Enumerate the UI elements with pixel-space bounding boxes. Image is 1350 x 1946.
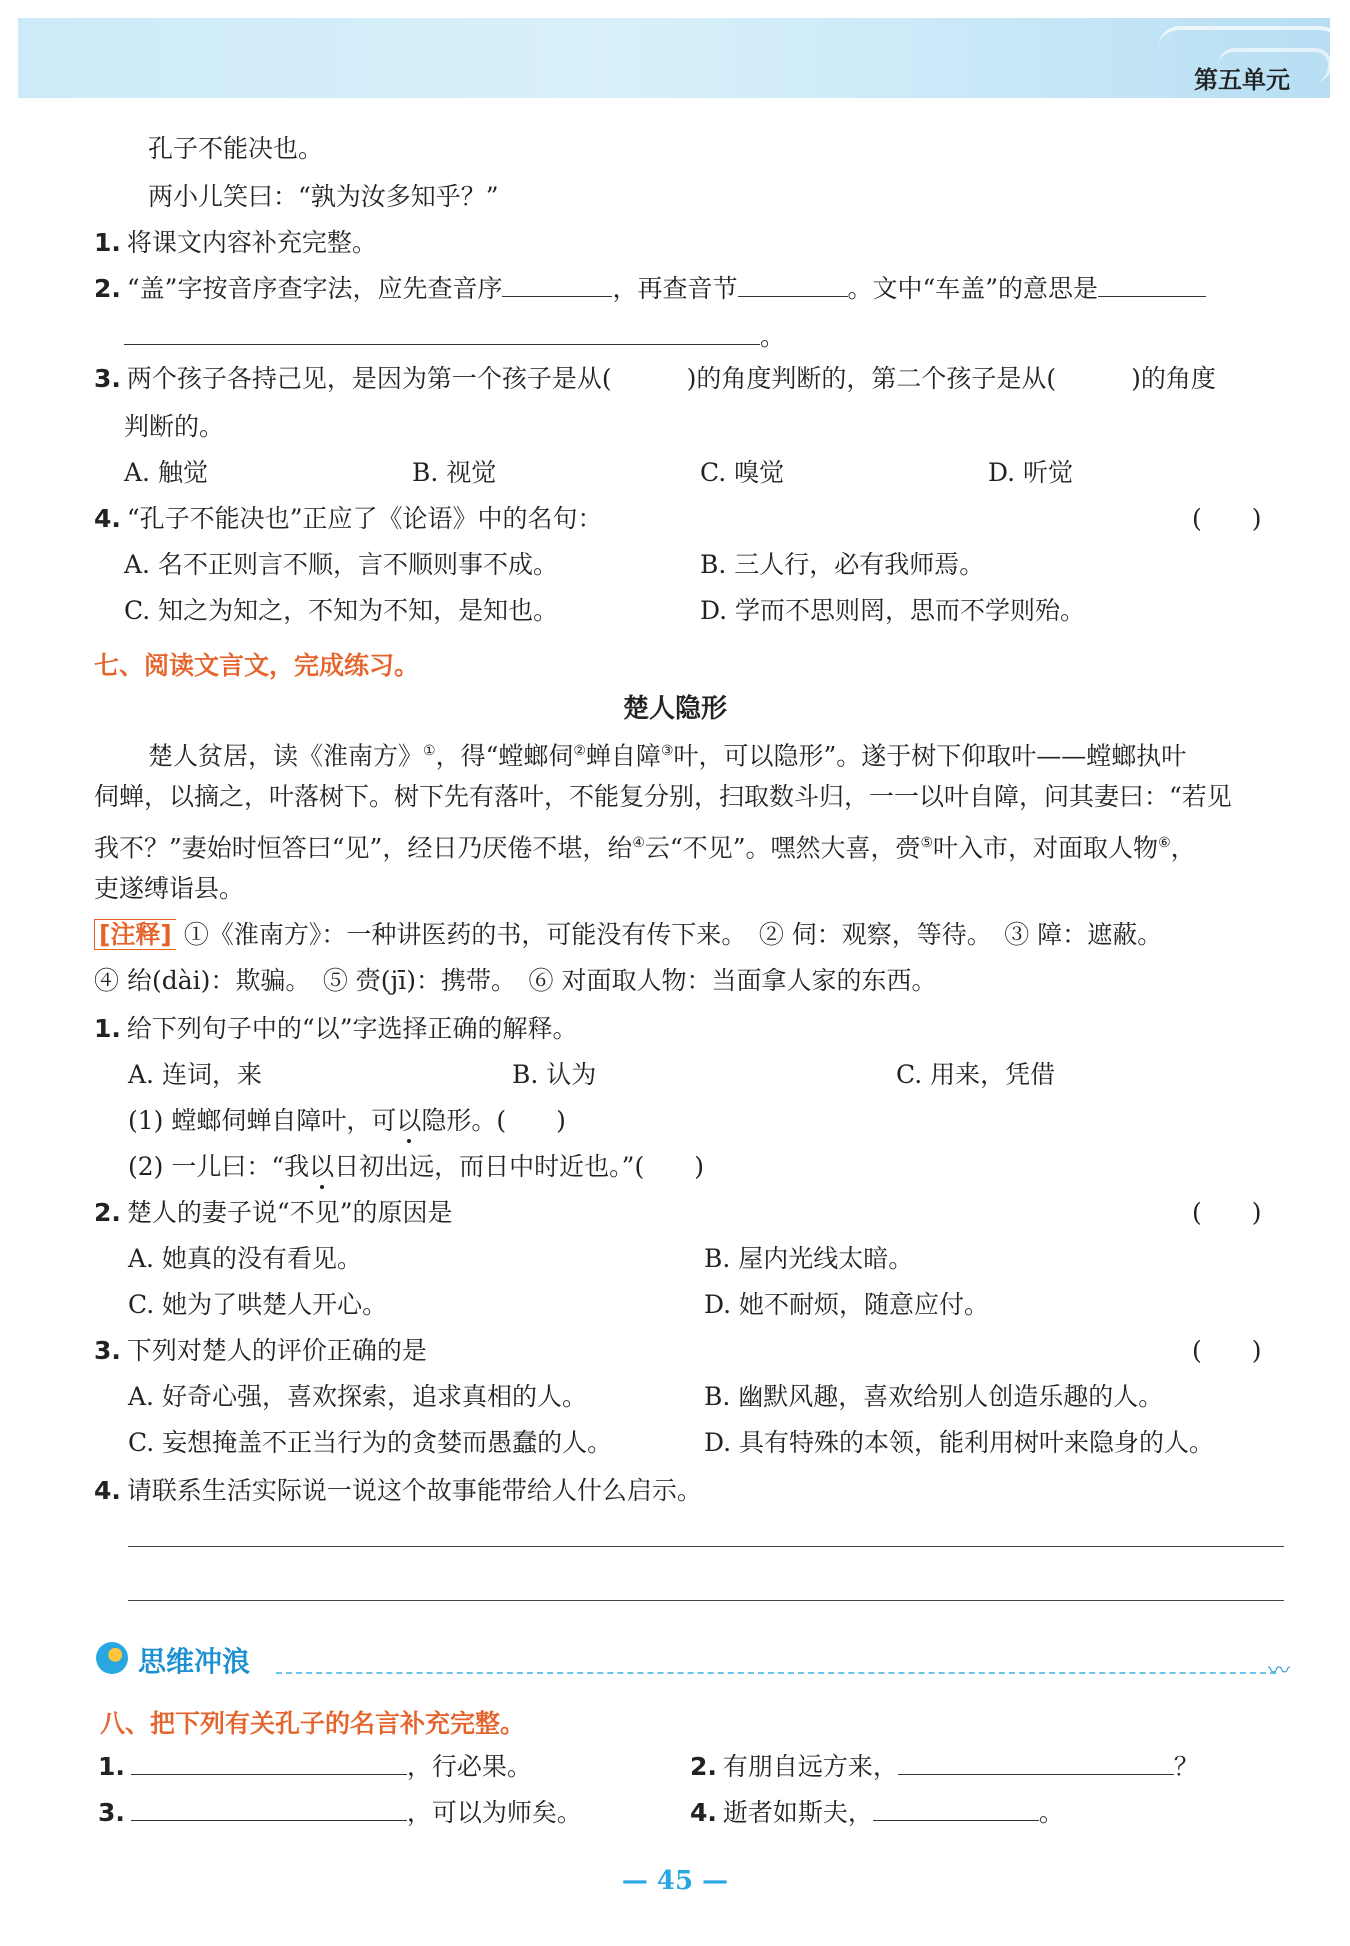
- option[interactable]: A. 好奇心强，喜欢探索，追求真相的人。: [128, 1382, 587, 1411]
- unit-label: 第五单元: [1194, 66, 1290, 94]
- story-line: 吏遂缚诣县。: [94, 874, 245, 903]
- passage-line: 两小儿笑曰：“孰为汝多知乎？”: [148, 182, 499, 211]
- question-3-cont: 判断的。: [124, 412, 225, 441]
- divider: [276, 1672, 1276, 1674]
- answer-parens[interactable]: ( ): [1192, 504, 1262, 533]
- passage-line: 孔子不能决也。: [148, 134, 324, 163]
- page-number: — 45 —: [621, 1866, 729, 1896]
- question-4: 4. 请联系生活实际说一说这个故事能带给人什么启示。: [94, 1476, 702, 1505]
- answer-blank[interactable]: [131, 1796, 407, 1821]
- question-1: 1. 将课文内容补充完整。: [94, 228, 377, 257]
- emphasis-char: 以: [396, 1106, 422, 1135]
- option[interactable]: C. 知之为知之，不知为不知，是知也。: [124, 596, 559, 625]
- option[interactable]: B. 三人行，必有我师焉。: [700, 550, 985, 579]
- option[interactable]: D. 具有特殊的本领，能利用树叶来隐身的人。: [704, 1428, 1215, 1457]
- question-3: 3. 两个孩子各持己见，是因为第一个孩子是从( )的角度判断的，第二个孩子是从( )的角度: [94, 364, 1216, 393]
- sub-question: (2) 一儿曰：“我以日初出远，而日中时近也。”( ): [128, 1152, 704, 1181]
- answer-parens[interactable]: ( ): [1192, 1336, 1262, 1365]
- option[interactable]: D. 她不耐烦，随意应付。: [704, 1290, 990, 1319]
- answer-blank[interactable]: [873, 1796, 1039, 1821]
- story-title: 楚人隐形: [622, 694, 727, 724]
- option[interactable]: B. 幽默风趣，喜欢给别人创造乐趣的人。: [704, 1382, 1164, 1411]
- question-1: 1. 给下列句子中的“以”字选择正确的解释。: [94, 1014, 578, 1043]
- option[interactable]: B. 认为: [512, 1060, 597, 1089]
- option[interactable]: D. 学而不思则罔，思而不学则殆。: [700, 596, 1086, 625]
- question-2: 2. “盖”字按音序查字法，应先查音序 ，再查音节 。文中“车盖”的意思是: [94, 272, 1206, 306]
- option[interactable]: A. 连词，来: [128, 1060, 262, 1089]
- answer-blank[interactable]: [898, 1750, 1174, 1775]
- answer-blank[interactable]: [738, 272, 848, 297]
- question-4: 4. “孔子不能决也”正应了《论语》中的名句：: [94, 504, 603, 533]
- notes-line: ④ 绐(dài)：欺骗。 ⑤ 赍(jī)：携带。 ⑥ 对面取人物：当面拿人家的东西。: [94, 966, 937, 995]
- option[interactable]: B. 屋内光线太暗。: [704, 1244, 914, 1273]
- option[interactable]: C. 嗅觉: [700, 458, 785, 487]
- notes-tag: [注释]: [94, 919, 176, 950]
- answer-blank[interactable]: [502, 272, 612, 297]
- thinking-bar: [96, 1640, 1291, 1684]
- option[interactable]: C. 她为了哄楚人开心。: [128, 1290, 388, 1319]
- story-line: 我不？”妻始时恒答曰“见”，经日乃厌倦不堪，绐④云“不见”。嘿然大喜，赍⑤叶入市，对面取人物⑥，: [94, 833, 1196, 863]
- answer-parens[interactable]: ( ): [1192, 1198, 1262, 1227]
- option[interactable]: A. 她真的没有看见。: [128, 1244, 362, 1273]
- option[interactable]: A. 名不正则言不顺，言不顺则事不成。: [124, 550, 558, 579]
- emphasis-char: 以: [309, 1152, 335, 1181]
- answer-blank[interactable]: [1098, 272, 1206, 297]
- header-banner: [18, 18, 1330, 98]
- thinking-title: 思维冲浪: [138, 1645, 251, 1678]
- section-title: 八、把下列有关孔子的名言补充完整。: [100, 1709, 526, 1738]
- answer-line[interactable]: [128, 1600, 1284, 1601]
- answer-line[interactable]: [128, 1546, 1284, 1547]
- section-title: 七、阅读文言文，完成练习。: [94, 651, 420, 680]
- wave-logo-icon: [96, 1642, 128, 1674]
- sub-question: (1) 螳螂伺蝉自障叶，可以隐形。( ): [128, 1106, 566, 1135]
- fill-item: 4. 逝者如斯夫， 。: [690, 1798, 1064, 1827]
- story-line: 楚人贫居，读《淮南方》①，得“螳螂伺②蝉自障③叶，可以隐形”。遂于树下仰取叶——螳螂执叶: [148, 741, 1187, 771]
- fill-item: 2. 有朋自远方来， ？: [690, 1752, 1199, 1781]
- fill-item: 1. ，行必果。: [98, 1752, 532, 1781]
- option[interactable]: B. 视觉: [412, 458, 497, 487]
- question-3: 3. 下列对楚人的评价正确的是: [94, 1336, 427, 1365]
- notes-line: [注释] ①《淮南方》：一种讲医药的书，可能没有传下来。 ② 伺：观察，等待。 ③ 障：遮蔽。: [94, 918, 1162, 952]
- answer-blank[interactable]: [124, 320, 760, 345]
- answer-blank[interactable]: [131, 1750, 407, 1775]
- option[interactable]: C. 用来，凭借: [896, 1060, 1056, 1089]
- question-2: 2. 楚人的妻子说“不见”的原因是: [94, 1198, 453, 1227]
- option[interactable]: C. 妄想掩盖不正当行为的贪婪而愚蠢的人。: [128, 1428, 613, 1457]
- option[interactable]: D. 听觉: [988, 458, 1074, 487]
- option[interactable]: A. 触觉: [124, 458, 208, 487]
- story-line: 伺蝉，以摘之，叶落树下。树下先有落叶，不能复分别，扫取数斗归，一一以叶自障，问其妻曰：“若见: [94, 782, 1232, 811]
- question-2-cont: 。: [124, 320, 785, 354]
- wave-end-icon: 〰: [1268, 1659, 1291, 1684]
- fill-item: 3. ，可以为师矣。: [98, 1798, 582, 1827]
